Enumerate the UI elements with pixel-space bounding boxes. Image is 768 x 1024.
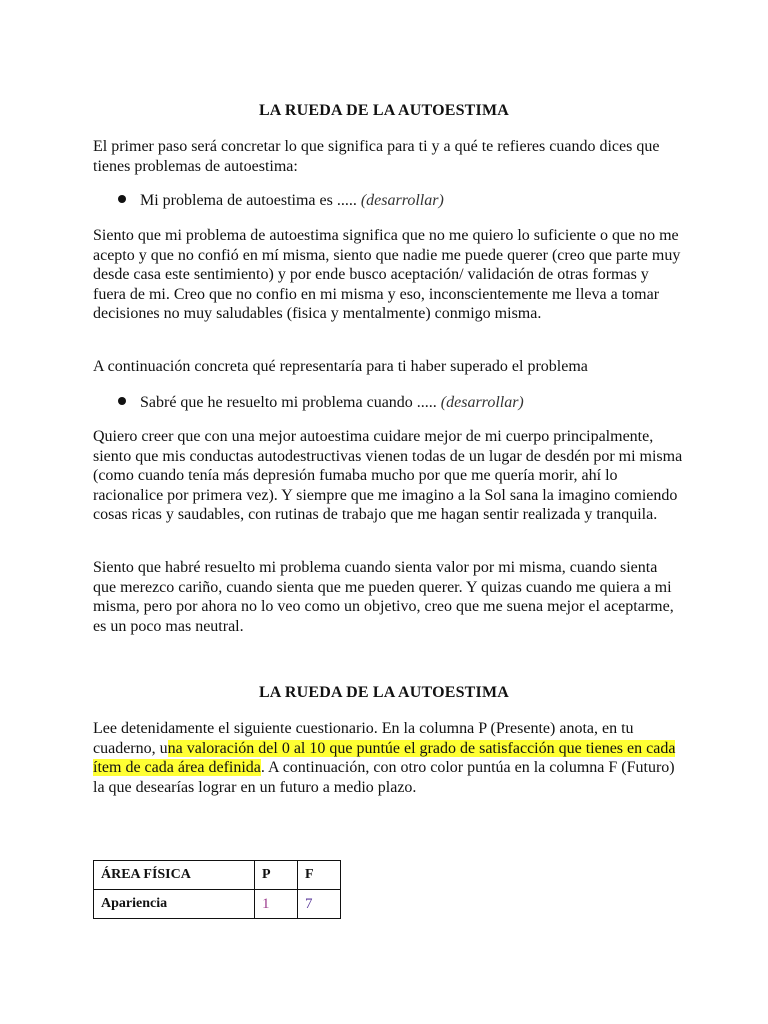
instructions-text-end: . A continuación, con otro color puntúa en la columna F (Futuro) la que desearías lograr en un futuro a medio plazo.: [93, 759, 675, 796]
header-f: F: [298, 861, 341, 890]
row-item: Apariencia: [94, 890, 255, 919]
area-fisica-table: [93, 860, 341, 919]
table-row: [94, 890, 341, 919]
paragraph-self-care: Quiero creer que con una mejor autoestima cuidare mejor de mi cuerpo principalmente, siento que mis conductas autodestructivas vienen todas de un lugar de desdén por mi misma (como cuando tenía más depresión fumaba mucho por que me quería morir, ahí lo racionalice por primera vez). Y siempre que me imagino a la Sol sana la imagino comiendo cosas ricas y saudables, con rutinas de trabajo que me hagan sentir realizada y tranquila.: [93, 428, 683, 523]
row-f-value: [298, 890, 341, 919]
heading-title-2: LA RUEDA DE LA AUTOESTIMA: [258, 684, 510, 701]
instructions-highlight: na valoración del 0 al 10 que puntúe el grado de satisfacción que tienes en cada ítem de cada área definida: [93, 739, 676, 776]
bullet-item-problem: [118, 191, 444, 211]
row-p-value: [255, 890, 298, 919]
p-score: 1: [262, 895, 270, 912]
bullet-item-resolved: [118, 393, 524, 413]
instructions-text-start: Lee detenidamente el siguiente cuestionario. En la columna P (Presente) anota, en tu cuaderno, u: [93, 720, 634, 757]
bullet-note: (desarrollar): [360, 192, 444, 209]
bullet-note: (desarrollar): [440, 394, 524, 411]
paragraph-problem-description: Siento que mi problema de autoestima significa que no me quiero lo suficiente o que no me acepto y que no confió en mí misma, siento que nadie me puede querer (creo que parte muy desde casa este sentimiento) y por ende busco aceptación/ validación de otras formas y fuera de mi. Creo que no confio en mi misma y eso, inconscientemente me lleva a tomar decisiones no muy saludables (fisica y mentalmente) conmigo misma.: [93, 227, 681, 322]
heading-title-1: LA RUEDA DE LA AUTOESTIMA: [258, 102, 510, 119]
paragraph-continuation: A continuación concreta qué representaría para ti haber superado el problema: [93, 358, 588, 375]
bullet-dot-icon: [118, 397, 126, 405]
paragraph-instructions: [93, 719, 683, 797]
paragraph-resolution: Siento que habré resuelto mi problema cuando sienta valor por mi misma, cuando sienta que merezco cariño, cuando sienta que me pueden querer. Y quizas cuando me quiera a mi misma, pero por ahora no lo veo como un objetivo, creo que me suena mejor el aceptarme, es un poco mas neutral.: [93, 559, 674, 635]
bullet-dot-icon: [118, 195, 126, 203]
bullet-text: Sabré que he resuelto mi problema cuando .....: [140, 394, 441, 411]
header-p: P: [255, 861, 298, 890]
f-score: 7: [305, 895, 313, 912]
table-header-row: [94, 861, 341, 890]
paragraph-intro: El primer paso será concretar lo que significa para ti y a qué te refieres cuando dices que tienes problemas de autoestima:: [93, 138, 660, 175]
bullet-text: Mi problema de autoestima es .....: [140, 192, 361, 209]
header-area: ÁREA FÍSICA: [94, 861, 255, 890]
